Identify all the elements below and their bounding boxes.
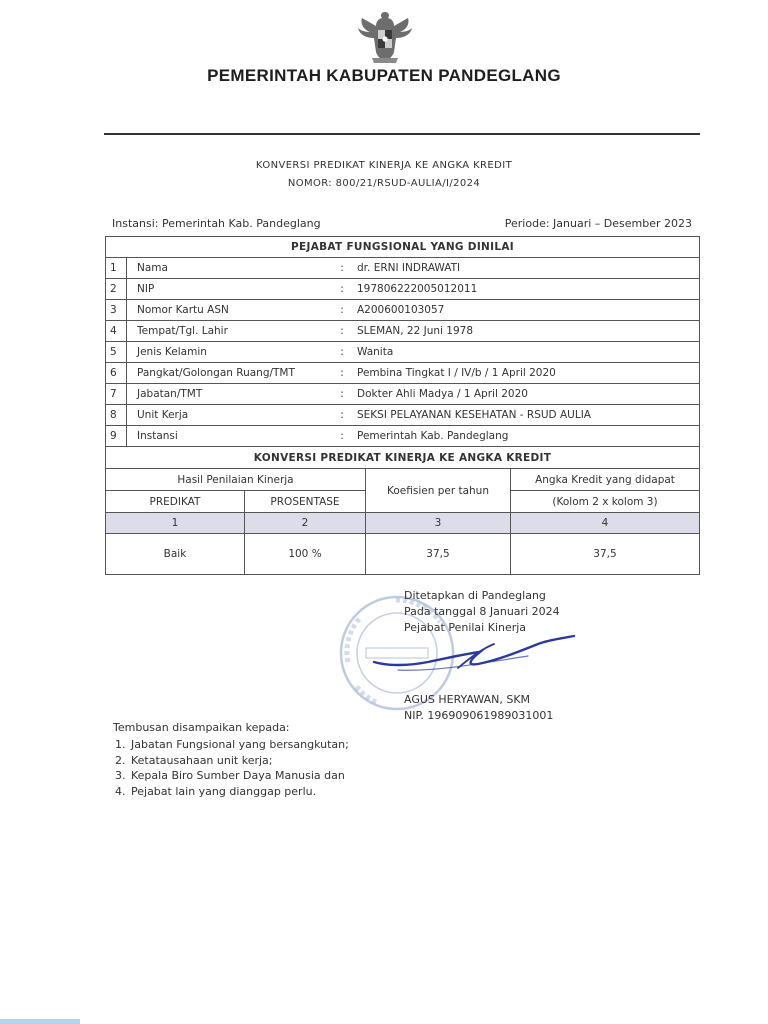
header-divider <box>104 133 700 135</box>
row-number: 4 <box>106 321 127 342</box>
signature-block <box>404 588 560 636</box>
row-label: Instansi <box>127 426 332 447</box>
col-predikat: PREDIKAT <box>106 491 245 513</box>
colon: : <box>331 426 353 447</box>
colon: : <box>331 321 353 342</box>
col-prosentase: PROSENTASE <box>245 491 366 513</box>
copies-heading: Tembusan disampaikan kepada: <box>113 721 290 734</box>
row-number: 9 <box>106 426 127 447</box>
row-number: 1 <box>106 258 127 279</box>
row-value: Pemerintah Kab. Pandeglang <box>353 426 700 447</box>
table-row <box>106 363 700 384</box>
official-table <box>105 236 700 447</box>
colon: : <box>331 363 353 384</box>
row-value: SLEMAN, 22 Juni 1978 <box>353 321 700 342</box>
column-number: 1 <box>106 513 245 534</box>
column-number: 3 <box>366 513 511 534</box>
table-row <box>106 534 700 575</box>
row-number: 7 <box>106 384 127 405</box>
table-row <box>106 405 700 426</box>
row-value: dr. ERNI INDRAWATI <box>353 258 700 279</box>
col-koefisien: Koefisien per tahun <box>366 469 511 513</box>
prosentase-value: 100 % <box>245 534 366 575</box>
signer-block <box>404 692 553 724</box>
koefisien-value: 37,5 <box>366 534 511 575</box>
column-number: 4 <box>511 513 700 534</box>
period-line: Periode: Januari – Desember 2023 <box>504 217 692 230</box>
signing-place: Ditetapkan di Pandeglang <box>404 589 546 602</box>
row-label: Nama <box>127 258 332 279</box>
row-value: SEKSI PELAYANAN KESEHATAN - RSUD AULIA <box>353 405 700 426</box>
row-label: Pangkat/Golongan Ruang/TMT <box>127 363 332 384</box>
angka-kredit-value: 37,5 <box>511 534 700 575</box>
official-section-title: PEJABAT FUNGSIONAL YANG DINILAI <box>106 237 700 258</box>
row-label: Unit Kerja <box>127 405 332 426</box>
group-header: Hasil Penilaian Kinerja <box>106 469 366 491</box>
table-row <box>106 426 700 447</box>
table-row <box>106 258 700 279</box>
document-title: KONVERSI PREDIKAT KINERJA KE ANGKA KREDIT <box>255 160 513 171</box>
row-number: 6 <box>106 363 127 384</box>
column-number: 2 <box>245 513 366 534</box>
list-item: 4. Pejabat lain yang dianggap perlu. <box>115 784 317 798</box>
list-item: 2. Ketatausahaan unit kerja; <box>115 753 273 767</box>
row-label: Tempat/Tgl. Lahir <box>127 321 332 342</box>
predikat-value: Baik <box>106 534 245 575</box>
col-angka-kredit: Angka Kredit yang didapat <box>511 469 700 491</box>
document-number: NOMOR: 800/21/RSUD-AULIA/I/2024 <box>287 178 481 189</box>
conversion-section-title: KONVERSI PREDIKAT KINERJA KE ANGKA KREDIT <box>106 447 700 469</box>
table-row <box>106 384 700 405</box>
row-value: A200600103057 <box>353 300 700 321</box>
row-label: Jabatan/TMT <box>127 384 332 405</box>
row-number: 5 <box>106 342 127 363</box>
row-value: Wanita <box>353 342 700 363</box>
row-number: 3 <box>106 300 127 321</box>
colon: : <box>331 342 353 363</box>
copies-list <box>115 737 349 799</box>
row-label: NIP <box>127 279 332 300</box>
colon: : <box>331 300 353 321</box>
agency-line: Instansi: Pemerintah Kab. Pandeglang <box>112 217 321 230</box>
colon: : <box>331 405 353 426</box>
signer-nip: NIP. 196909061989031001 <box>404 709 554 722</box>
conversion-table <box>105 446 700 575</box>
table-row <box>106 321 700 342</box>
row-number: 8 <box>106 405 127 426</box>
signing-date: Pada tanggal 8 Januari 2024 <box>404 605 560 618</box>
list-item: 3. Kepala Biro Sumber Daya Manusia dan <box>115 769 345 782</box>
row-number: 2 <box>106 279 127 300</box>
garuda-emblem-icon <box>352 6 418 66</box>
row-label: Jenis Kelamin <box>127 342 332 363</box>
row-label: Nomor Kartu ASN <box>127 300 332 321</box>
scan-edge-mark <box>0 1019 80 1024</box>
table-row <box>106 300 700 321</box>
colon: : <box>331 279 353 300</box>
col-angka-kredit-note: (Kolom 2 x kolom 3) <box>511 491 700 513</box>
government-title: PEMERINTAH KABUPATEN PANDEGLANG <box>207 66 561 85</box>
list-item: 1. Jabatan Fungsional yang bersangkutan; <box>115 738 349 751</box>
colon: : <box>331 384 353 405</box>
signer-role: Pejabat Penilai Kinerja <box>404 621 527 634</box>
row-value: Pembina Tingkat I / IV/b / 1 April 2020 <box>353 363 700 384</box>
table-row <box>106 279 700 300</box>
table-row <box>106 342 700 363</box>
colon: : <box>331 258 353 279</box>
handwritten-signature-icon <box>368 632 578 678</box>
signer-name: AGUS HERYAWAN, SKM <box>404 693 531 706</box>
row-value: 197806222005012011 <box>353 279 700 300</box>
row-value: Dokter Ahli Madya / 1 April 2020 <box>353 384 700 405</box>
